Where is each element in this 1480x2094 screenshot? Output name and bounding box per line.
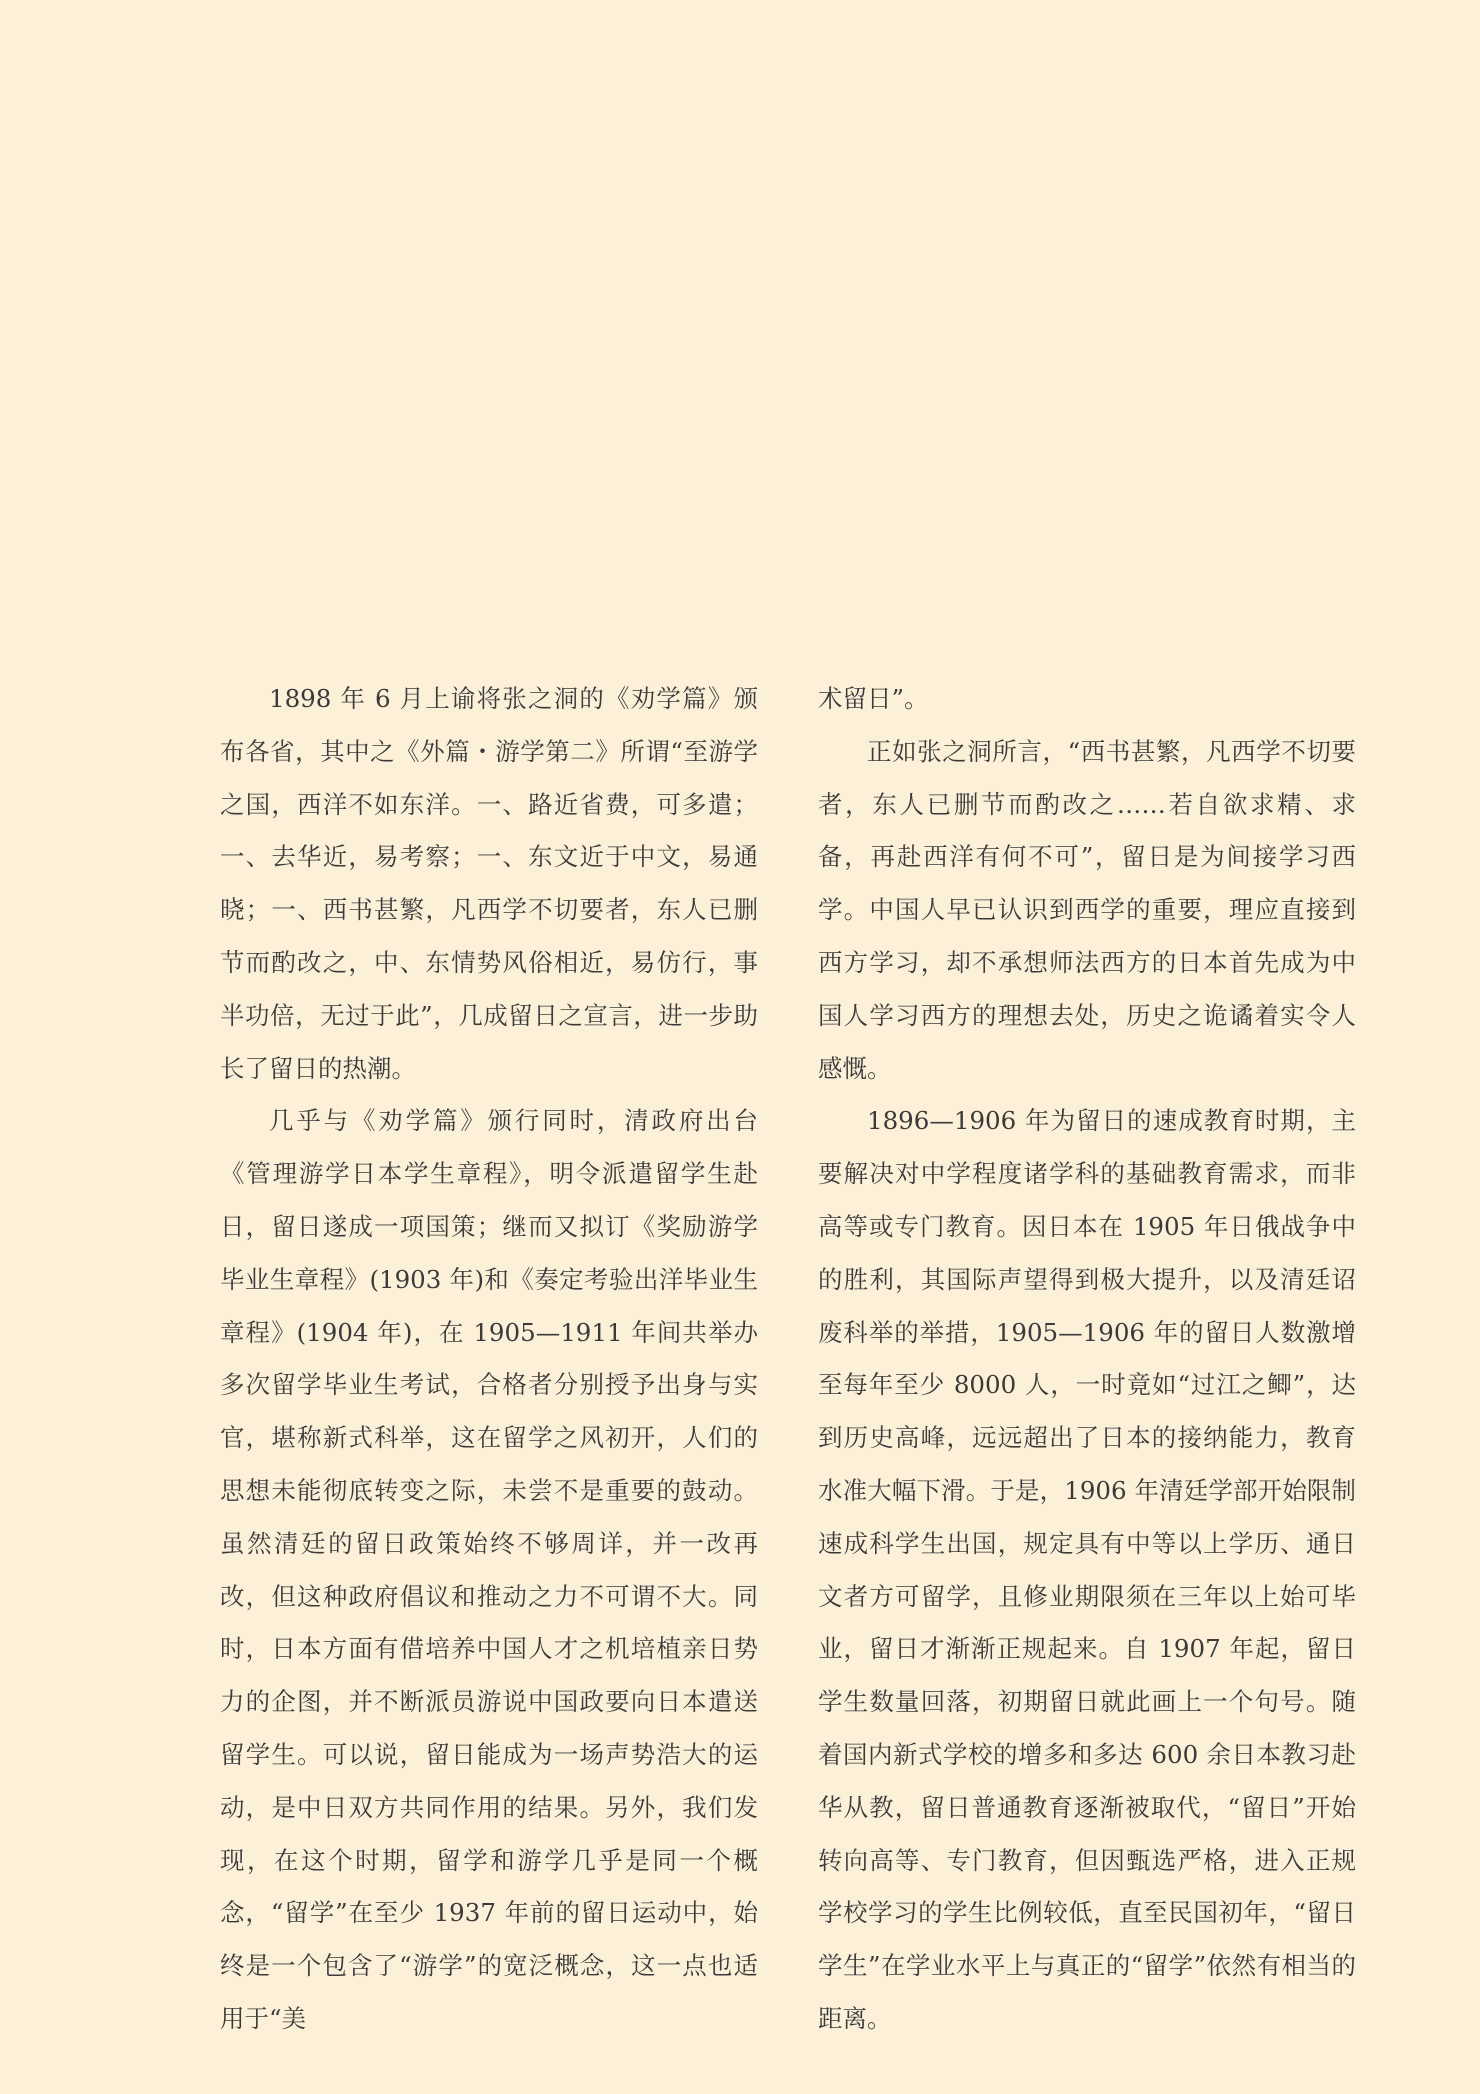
paragraph-quanxuepian: 1898 年 6 月上谕将张之洞的《劝学篇》颁布各省，其中之《外篇・游学第二》所谓“至游学之国，西洋不如东洋。一、路近省费，可多遣；一、去华近，易考察；一、东文近于中文，易通晓；一、西书甚繁，凡西学不切要者，东人已删节而酌改之，中、东情势风俗相近，易仿行，事半功倍，无过于此”，几成留日之宣言，进一步助长了留日的热潮。 <box>220 684 758 1083</box>
paragraph-continuation: 术留日”。 <box>818 684 929 713</box>
paragraph-zhang-zhidong-quote: 正如张之洞所言，“西书甚繁，凡西学不切要者，东人已删节而酌改之……若自欲求精、求备，再赴西洋有何不可”，留日是为间接学习西学。中国人早已认识到西学的重要，理应直接到西方学习，却不承想师法西方的日本首先成为中国人学习西方的理想去处，历史之诡谲着实令人感慨。 <box>818 736 1356 1083</box>
paragraph-crash-education-period: 1896—1906 年为留日的速成教育时期，主要解决对中学程度诸学科的基础教育需求，而非高等或专门教育。因日本在 1905 年日俄战争中的胜利，其国际声望得到极大提升，以及清廷诏废科举的举措，1905—1906 年的留日人数激增至每年至少 8000 人，一时竟如“过江之鲫”，达到历史高峰，远远超出了日本的接纳能力，教育水准大幅下滑。于是，1906 年清廷学部开始限制速成科学生出国，规定具有中等以上学历、通日文者方可留学，且修业期限须在三年以上始可毕业，留日才渐渐正规起来。自 1907 年起，留日学生数量回落，初期留日就此画上一个句号。随着国内新式学校的增多和多达 600 余日本教习赴华从教，留日普通教育逐渐被取代，“留日”开始转向高等、专门教育，但因甄选严格，进入正规学校学习的学生比例较低，直至民国初年，“留日学生”在学业水平上与真正的“留学”依然有相当的距离。 <box>818 1106 1356 2033</box>
left-text-column <box>220 673 758 2046</box>
blank-top-area <box>0 0 1480 660</box>
right-text-column <box>818 673 1356 2046</box>
paragraph-government-policy: 几乎与《劝学篇》颁行同时，清政府出台《管理游学日本学生章程》，明令派遣留学生赴日，留日遂成一项国策；继而又拟订《奖励游学毕业生章程》(1903 年)和《奏定考验出洋毕业生章程》(1904 年)，在 1905—1911 年间共举办多次留学毕业生考试，合格者分别授予出身与实官，堪称新式科举，这在留学之风初开，人们的思想未能彻底转变之际，未尝不是重要的鼓动。虽然清廷的留日政策始终不够周详，并一改再改，但这种政府倡议和推动之力不可谓不大。同时，日本方面有借培养中国人才之机培植亲日势力的企图，并不断派员游说中国政要向日本遣送留学生。可以说，留日能成为一场声势浩大的运动，是中日双方共同作用的结果。另外，我们发现，在这个时期，留学和游学几乎是同一个概念，“留学”在至少 1937 年前的留日运动中，始终是一个包含了“游学”的宽泛概念，这一点也适用于“美 <box>220 1106 758 2033</box>
